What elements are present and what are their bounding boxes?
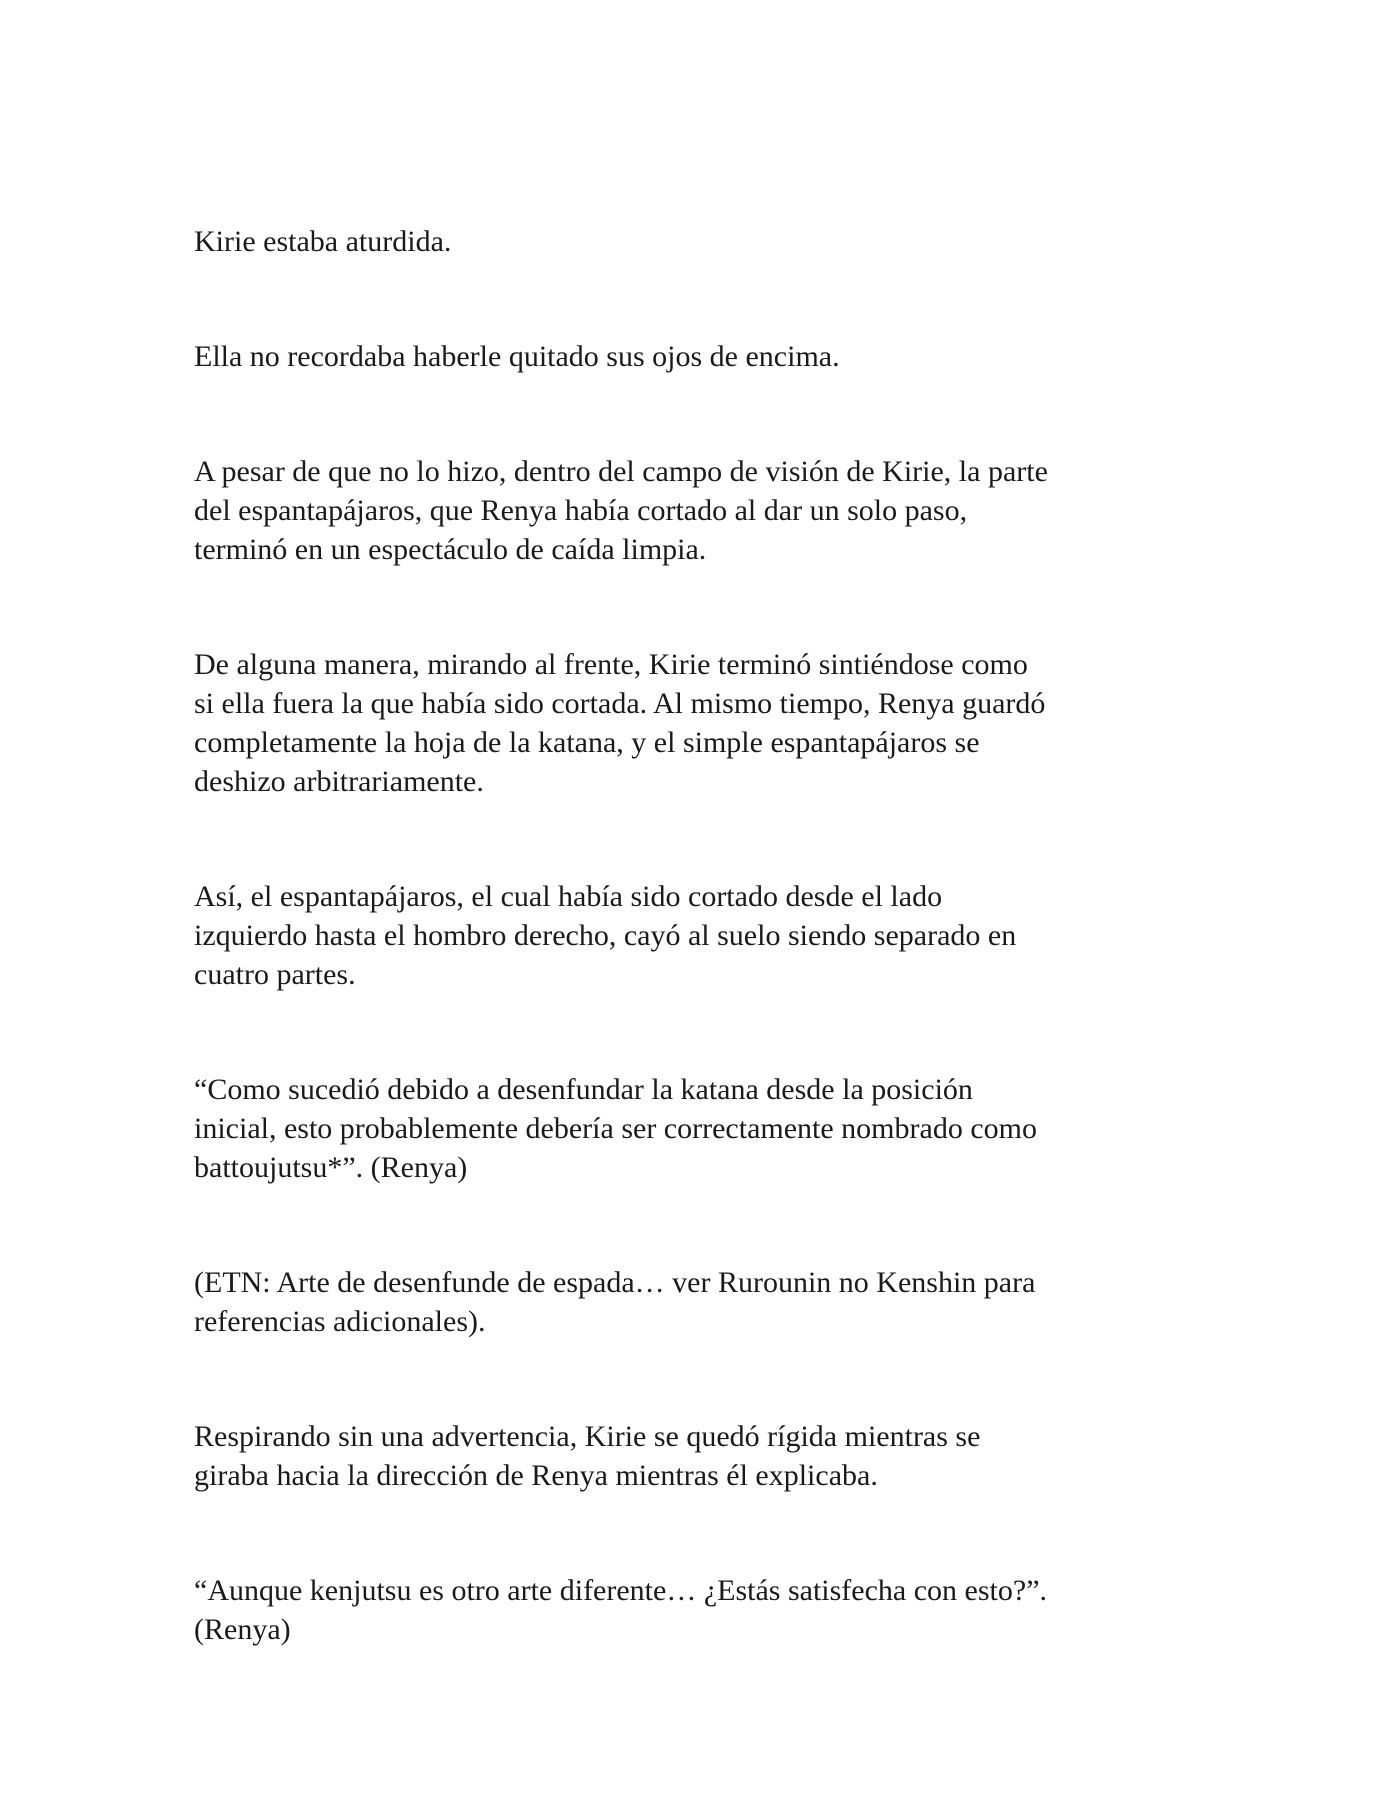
- document-body: [194, 222, 1214, 1649]
- paragraph-4: De alguna manera, mirando al frente, Kirie terminó sintiéndose como si ella fuera la que había sido cortada. Al mismo tiempo, Renya guardó completamente la hoja de la katana, y el simple espantapájaros se deshizo arbitrariamente.: [194, 648, 1046, 798]
- paragraph-6: “Como sucedió debido a desenfundar la katana desde la posición inicial, esto probablemente debería ser correctamente nombrado como battoujutsu*”. (Renya): [194, 1073, 1037, 1184]
- paragraph-8: Respirando sin una advertencia, Kirie se quedó rígida mientras se giraba hacia la dirección de Renya mientras él explicaba.: [194, 1420, 981, 1492]
- paragraph-5: Así, el espantapájaros, el cual había sido cortado desde el lado izquierdo hasta el hombro derecho, cayó al suelo siendo separado en cuatro partes.: [194, 880, 1017, 991]
- paragraph-9: “Aunque kenjutsu es otro arte diferente… ¿Estás satisfecha con esto?”. (Renya): [194, 1574, 1048, 1646]
- paragraph-3: A pesar de que no lo hizo, dentro del campo de visión de Kirie, la parte del espantapájaros, que Renya había cortado al dar un solo paso, terminó en un espectáculo de caída limpia.: [194, 455, 1048, 566]
- paragraph-2: Ella no recordaba haberle quitado sus ojos de encima.: [194, 340, 840, 373]
- paragraph-1: Kirie estaba aturdida.: [194, 225, 452, 258]
- paragraph-7: (ETN: Arte de desenfunde de espada… ver Rurounin no Kenshin para referencias adicionales).: [194, 1266, 1036, 1338]
